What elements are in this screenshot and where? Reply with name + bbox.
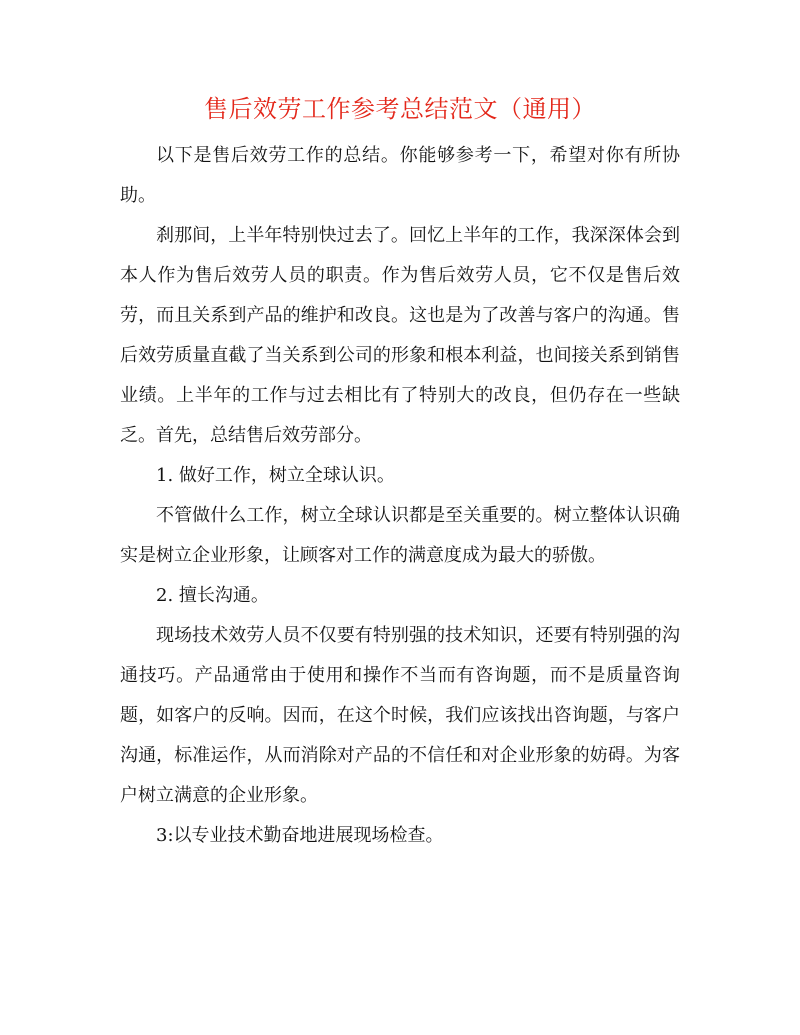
paragraph-point-1: 不管做什么工作，树立全球认识都是至关重要的。树立整体认识确实是树立企业形象，让顾客对工作的满意度成为最大的骄傲。 bbox=[120, 505, 680, 566]
document-page bbox=[120, 92, 680, 856]
document-title: 售后效劳工作参考总结范文（通用） bbox=[204, 95, 596, 123]
paragraph-intro: 以下是售后效劳工作的总结。你能够参考一下，希望对你有所协助。 bbox=[120, 145, 680, 206]
heading-point-2: 2. 擅长沟通。 bbox=[156, 585, 269, 606]
heading-point-3: 3:以专业技术勤奋地进展现场检查。 bbox=[156, 825, 444, 846]
heading-point-1: 1. 做好工作，树立全球认识。 bbox=[156, 465, 395, 486]
paragraph-summary: 刹那间，上半年特别快过去了。回忆上半年的工作，我深深体会到本人作为售后效劳人员的职责。作为售后效劳人员，它不仅是售后效劳，而且关系到产品的维护和改良。这也是为了改善与客户的沟通。售后效劳质量直截了当关系到公司的形象和根本利益，也间接关系到销售业绩。上半年的工作与过去相比有了特别大的改良，但仍存在一些缺乏。首先，总结售后效劳部分。 bbox=[120, 225, 680, 446]
paragraph-point-2: 现场技术效劳人员不仅要有特别强的技术知识，还要有特别强的沟通技巧。产品通常由于使用和操作不当而有咨询题，而不是质量咨询题，如客户的反响。因而，在这个时候，我们应该找出咨询题，与客户沟通，标准运作，从而消除对产品的不信任和对企业形象的妨碍。为客户树立满意的企业形象。 bbox=[120, 625, 680, 806]
